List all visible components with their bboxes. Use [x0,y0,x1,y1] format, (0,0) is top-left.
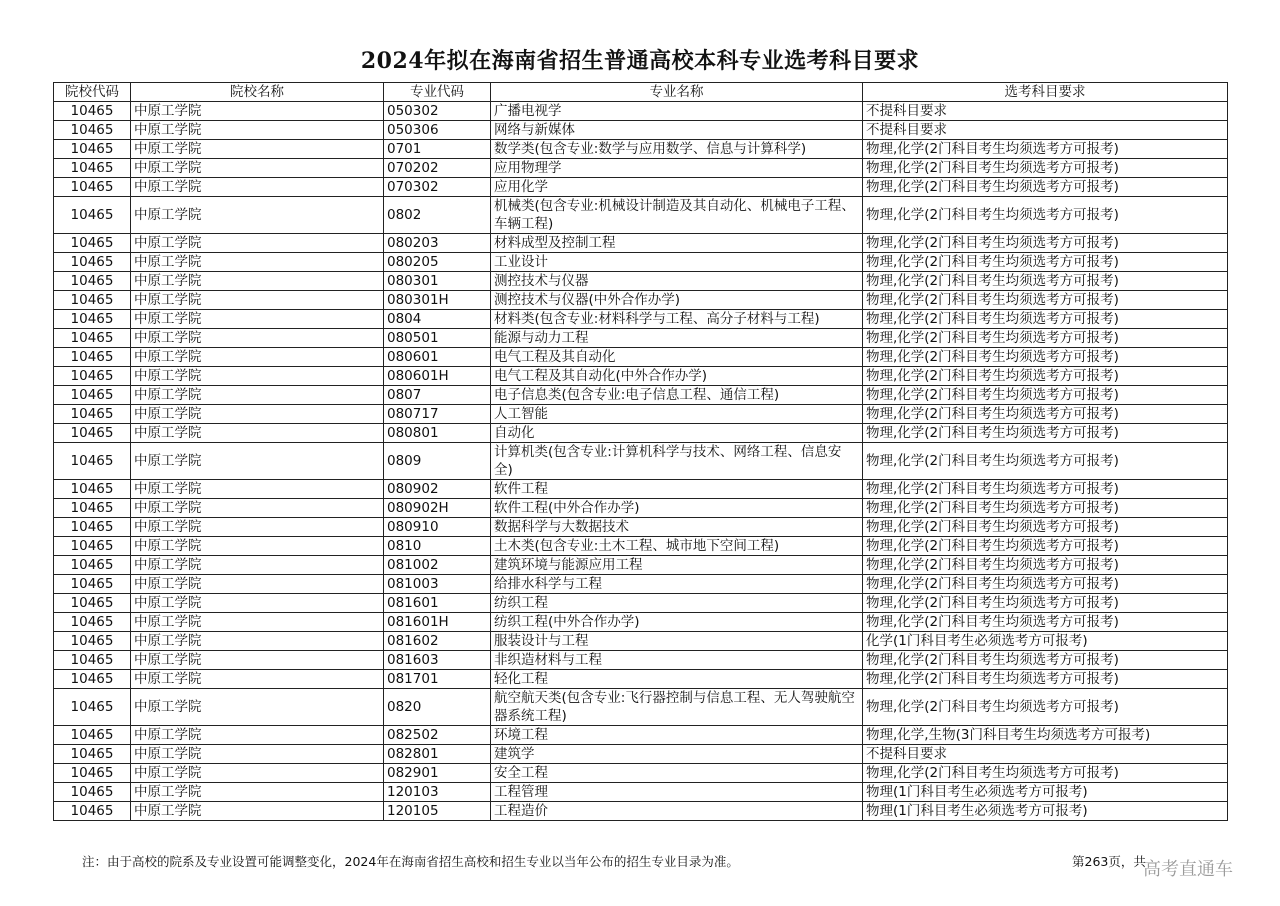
cell-major-name: 能源与动力工程 [491,329,863,348]
cell-major-code: 080601 [384,348,491,367]
cell-major-code: 070202 [384,159,491,178]
cell-school-code: 10465 [54,367,131,386]
cell-school-code: 10465 [54,405,131,424]
cell-school-name: 中原工学院 [131,348,384,367]
cell-school-name: 中原工学院 [131,405,384,424]
cell-school-code: 10465 [54,197,131,234]
cell-major-code: 0809 [384,443,491,480]
cell-school-code: 10465 [54,726,131,745]
cell-school-name: 中原工学院 [131,575,384,594]
cell-subject-requirement: 物理,化学(2门科目考生均须选考方可报考) [863,159,1228,178]
cell-school-code: 10465 [54,424,131,443]
cell-subject-requirement: 化学(1门科目考生必须选考方可报考) [863,632,1228,651]
cell-major-name: 应用物理学 [491,159,863,178]
cell-school-code: 10465 [54,121,131,140]
cell-school-name: 中原工学院 [131,670,384,689]
cell-major-code: 050302 [384,102,491,121]
table-row [54,253,1228,272]
cell-school-name: 中原工学院 [131,102,384,121]
cell-major-code: 0820 [384,689,491,726]
cell-subject-requirement: 物理,化学(2门科目考生均须选考方可报考) [863,310,1228,329]
cell-school-code: 10465 [54,613,131,632]
cell-school-name: 中原工学院 [131,480,384,499]
table-row [54,102,1228,121]
cell-major-code: 080301H [384,291,491,310]
cell-major-name: 建筑环境与能源应用工程 [491,556,863,575]
cell-major-code: 070302 [384,178,491,197]
table-row [54,405,1228,424]
table-row [54,386,1228,405]
cell-subject-requirement: 物理,化学(2门科目考生均须选考方可报考) [863,272,1228,291]
cell-major-name: 纺织工程(中外合作办学) [491,613,863,632]
cell-major-code: 082502 [384,726,491,745]
cell-school-name: 中原工学院 [131,178,384,197]
cell-subject-requirement: 物理,化学(2门科目考生均须选考方可报考) [863,386,1228,405]
cell-school-code: 10465 [54,802,131,821]
cell-major-code: 0810 [384,537,491,556]
cell-major-name: 软件工程 [491,480,863,499]
cell-major-code: 080717 [384,405,491,424]
cell-major-name: 安全工程 [491,764,863,783]
cell-major-name: 轻化工程 [491,670,863,689]
cell-major-name: 软件工程(中外合作办学) [491,499,863,518]
cell-major-code: 0701 [384,140,491,159]
cell-subject-requirement: 物理,化学(2门科目考生均须选考方可报考) [863,253,1228,272]
cell-subject-requirement: 物理,化学(2门科目考生均须选考方可报考) [863,537,1228,556]
cell-school-code: 10465 [54,234,131,253]
cell-major-name: 数据科学与大数据技术 [491,518,863,537]
cell-subject-requirement: 不提科目要求 [863,102,1228,121]
table-row [54,159,1228,178]
cell-major-code: 081701 [384,670,491,689]
cell-school-code: 10465 [54,291,131,310]
cell-major-name: 建筑学 [491,745,863,764]
cell-major-name: 材料类(包含专业:材料科学与工程、高分子材料与工程) [491,310,863,329]
cell-major-code: 080205 [384,253,491,272]
cell-school-code: 10465 [54,178,131,197]
cell-major-name: 纺织工程 [491,594,863,613]
table-header-row [54,83,1228,102]
cell-major-name: 计算机类(包含专业:计算机科学与技术、网络工程、信息安全) [491,443,863,480]
cell-school-name: 中原工学院 [131,689,384,726]
cell-school-name: 中原工学院 [131,499,384,518]
cell-major-code: 050306 [384,121,491,140]
cell-major-code: 080910 [384,518,491,537]
cell-major-code: 081601 [384,594,491,613]
cell-major-code: 081003 [384,575,491,594]
cell-school-code: 10465 [54,575,131,594]
cell-major-code: 080601H [384,367,491,386]
table-row [54,480,1228,499]
table-row [54,689,1228,726]
cell-school-code: 10465 [54,480,131,499]
cell-school-name: 中原工学院 [131,253,384,272]
cell-subject-requirement: 物理,化学(2门科目考生均须选考方可报考) [863,367,1228,386]
page-number: 第263页，共 [1072,854,1146,869]
cell-major-name: 服装设计与工程 [491,632,863,651]
cell-major-code: 080902H [384,499,491,518]
cell-major-code: 081601H [384,613,491,632]
cell-school-code: 10465 [54,537,131,556]
cell-major-name: 应用化学 [491,178,863,197]
cell-school-code: 10465 [54,499,131,518]
cell-major-name: 电子信息类(包含专业:电子信息工程、通信工程) [491,386,863,405]
table-row [54,424,1228,443]
table-row [54,764,1228,783]
cell-school-code: 10465 [54,594,131,613]
table-row [54,651,1228,670]
table-row [54,499,1228,518]
cell-subject-requirement: 不提科目要求 [863,745,1228,764]
cell-subject-requirement: 物理,化学(2门科目考生均须选考方可报考) [863,405,1228,424]
cell-major-name: 网络与新媒体 [491,121,863,140]
cell-major-code: 081603 [384,651,491,670]
table-row [54,594,1228,613]
table-row [54,310,1228,329]
cell-major-name: 工程造价 [491,802,863,821]
cell-subject-requirement: 物理,化学(2门科目考生均须选考方可报考) [863,575,1228,594]
cell-major-name: 广播电视学 [491,102,863,121]
cell-school-name: 中原工学院 [131,310,384,329]
cell-subject-requirement: 物理,化学(2门科目考生均须选考方可报考) [863,689,1228,726]
cell-subject-requirement: 物理,化学(2门科目考生均须选考方可报考) [863,348,1228,367]
cell-major-code: 080801 [384,424,491,443]
cell-major-name: 非织造材料与工程 [491,651,863,670]
cell-subject-requirement: 物理,化学(2门科目考生均须选考方可报考) [863,197,1228,234]
cell-school-code: 10465 [54,386,131,405]
cell-major-code: 0802 [384,197,491,234]
cell-school-name: 中原工学院 [131,367,384,386]
cell-subject-requirement: 物理,化学(2门科目考生均须选考方可报考) [863,178,1228,197]
cell-subject-requirement: 物理,化学(2门科目考生均须选考方可报考) [863,234,1228,253]
cell-subject-requirement: 物理,化学(2门科目考生均须选考方可报考) [863,670,1228,689]
cell-school-name: 中原工学院 [131,613,384,632]
cell-subject-requirement: 物理,化学(2门科目考生均须选考方可报考) [863,556,1228,575]
cell-major-code: 120103 [384,783,491,802]
table-row [54,632,1228,651]
cell-school-name: 中原工学院 [131,159,384,178]
cell-major-name: 材料成型及控制工程 [491,234,863,253]
cell-school-code: 10465 [54,764,131,783]
table-row [54,272,1228,291]
cell-school-code: 10465 [54,272,131,291]
cell-major-name: 机械类(包含专业:机械设计制造及其自动化、机械电子工程、车辆工程) [491,197,863,234]
cell-school-name: 中原工学院 [131,802,384,821]
cell-subject-requirement: 物理,化学(2门科目考生均须选考方可报考) [863,764,1228,783]
cell-major-name: 土木类(包含专业:土木工程、城市地下空间工程) [491,537,863,556]
cell-school-name: 中原工学院 [131,632,384,651]
table-row [54,783,1228,802]
cell-school-name: 中原工学院 [131,443,384,480]
cell-major-code: 081002 [384,556,491,575]
cell-subject-requirement: 物理,化学(2门科目考生均须选考方可报考) [863,499,1228,518]
cell-subject-requirement: 物理,化学(2门科目考生均须选考方可报考) [863,443,1228,480]
cell-major-name: 工业设计 [491,253,863,272]
cell-major-code: 082801 [384,745,491,764]
table-row [54,726,1228,745]
table-row [54,575,1228,594]
cell-school-name: 中原工学院 [131,329,384,348]
cell-school-name: 中原工学院 [131,556,384,575]
cell-major-name: 测控技术与仪器 [491,272,863,291]
cell-major-code: 082901 [384,764,491,783]
cell-major-code: 080203 [384,234,491,253]
cell-subject-requirement: 物理,化学(2门科目考生均须选考方可报考) [863,518,1228,537]
table-row [54,367,1228,386]
cell-major-code: 081602 [384,632,491,651]
table-row [54,613,1228,632]
cell-major-name: 人工智能 [491,405,863,424]
cell-major-name: 自动化 [491,424,863,443]
cell-major-name: 电气工程及其自动化(中外合作办学) [491,367,863,386]
cell-major-code: 080501 [384,329,491,348]
cell-subject-requirement: 物理,化学(2门科目考生均须选考方可报考) [863,291,1228,310]
cell-major-name: 航空航天类(包含专业:飞行器控制与信息工程、无人驾驶航空器系统工程) [491,689,863,726]
table-row [54,291,1228,310]
cell-subject-requirement: 物理,化学(2门科目考生均须选考方可报考) [863,140,1228,159]
cell-subject-requirement: 物理(1门科目考生必须选考方可报考) [863,802,1228,821]
cell-school-name: 中原工学院 [131,518,384,537]
footer-note: 注：由于高校的院系及专业设置可能调整变化，2024年在海南省招生高校和招生专业以当年公布的招生专业目录为准。 [82,854,739,869]
table-row [54,518,1228,537]
table-row [54,234,1228,253]
cell-major-name: 环境工程 [491,726,863,745]
cell-school-code: 10465 [54,670,131,689]
table-row [54,197,1228,234]
cell-school-name: 中原工学院 [131,121,384,140]
cell-school-name: 中原工学院 [131,272,384,291]
cell-school-name: 中原工学院 [131,424,384,443]
watermark: 高考直通车 [1143,859,1233,880]
header-major-name: 专业名称 [491,83,863,102]
cell-school-code: 10465 [54,159,131,178]
requirements-table [53,82,1228,821]
cell-school-name: 中原工学院 [131,386,384,405]
page-title: 2024年拟在海南省招生普通高校本科专业选考科目要求 [360,48,920,74]
cell-school-name: 中原工学院 [131,745,384,764]
header-subject-requirement: 选考科目要求 [863,83,1228,102]
table-row [54,802,1228,821]
cell-major-name: 工程管理 [491,783,863,802]
cell-school-code: 10465 [54,745,131,764]
cell-school-code: 10465 [54,556,131,575]
cell-school-name: 中原工学院 [131,651,384,670]
cell-school-name: 中原工学院 [131,291,384,310]
cell-school-code: 10465 [54,518,131,537]
header-school-code: 院校代码 [54,83,131,102]
cell-major-name: 数学类(包含专业:数学与应用数学、信息与计算科学) [491,140,863,159]
cell-subject-requirement: 物理,化学(2门科目考生均须选考方可报考) [863,329,1228,348]
header-major-code: 专业代码 [384,83,491,102]
cell-school-name: 中原工学院 [131,537,384,556]
cell-subject-requirement: 物理(1门科目考生必须选考方可报考) [863,783,1228,802]
table-row [54,178,1228,197]
cell-major-code: 080301 [384,272,491,291]
table-row [54,556,1228,575]
cell-school-code: 10465 [54,348,131,367]
cell-school-name: 中原工学院 [131,764,384,783]
table-row [54,121,1228,140]
cell-school-code: 10465 [54,783,131,802]
cell-subject-requirement: 物理,化学,生物(3门科目考生均须选考方可报考) [863,726,1228,745]
cell-school-name: 中原工学院 [131,594,384,613]
cell-subject-requirement: 物理,化学(2门科目考生均须选考方可报考) [863,594,1228,613]
table-row [54,140,1228,159]
cell-school-code: 10465 [54,310,131,329]
cell-school-code: 10465 [54,689,131,726]
table-row [54,745,1228,764]
cell-major-code: 080902 [384,480,491,499]
cell-subject-requirement: 不提科目要求 [863,121,1228,140]
header-school-name: 院校名称 [131,83,384,102]
table-row [54,537,1228,556]
cell-major-name: 电气工程及其自动化 [491,348,863,367]
cell-major-name: 给排水科学与工程 [491,575,863,594]
cell-major-code: 120105 [384,802,491,821]
cell-subject-requirement: 物理,化学(2门科目考生均须选考方可报考) [863,480,1228,499]
cell-school-code: 10465 [54,140,131,159]
table-row [54,348,1228,367]
cell-school-code: 10465 [54,632,131,651]
cell-school-code: 10465 [54,651,131,670]
cell-school-name: 中原工学院 [131,140,384,159]
cell-school-name: 中原工学院 [131,234,384,253]
table-row [54,329,1228,348]
cell-major-code: 0804 [384,310,491,329]
cell-school-code: 10465 [54,102,131,121]
cell-subject-requirement: 物理,化学(2门科目考生均须选考方可报考) [863,651,1228,670]
cell-school-code: 10465 [54,253,131,272]
cell-subject-requirement: 物理,化学(2门科目考生均须选考方可报考) [863,424,1228,443]
cell-major-name: 测控技术与仪器(中外合作办学) [491,291,863,310]
cell-school-code: 10465 [54,443,131,480]
table-row [54,670,1228,689]
cell-school-name: 中原工学院 [131,783,384,802]
cell-school-name: 中原工学院 [131,197,384,234]
cell-major-code: 0807 [384,386,491,405]
cell-school-name: 中原工学院 [131,726,384,745]
cell-subject-requirement: 物理,化学(2门科目考生均须选考方可报考) [863,613,1228,632]
cell-school-code: 10465 [54,329,131,348]
table-row [54,443,1228,480]
